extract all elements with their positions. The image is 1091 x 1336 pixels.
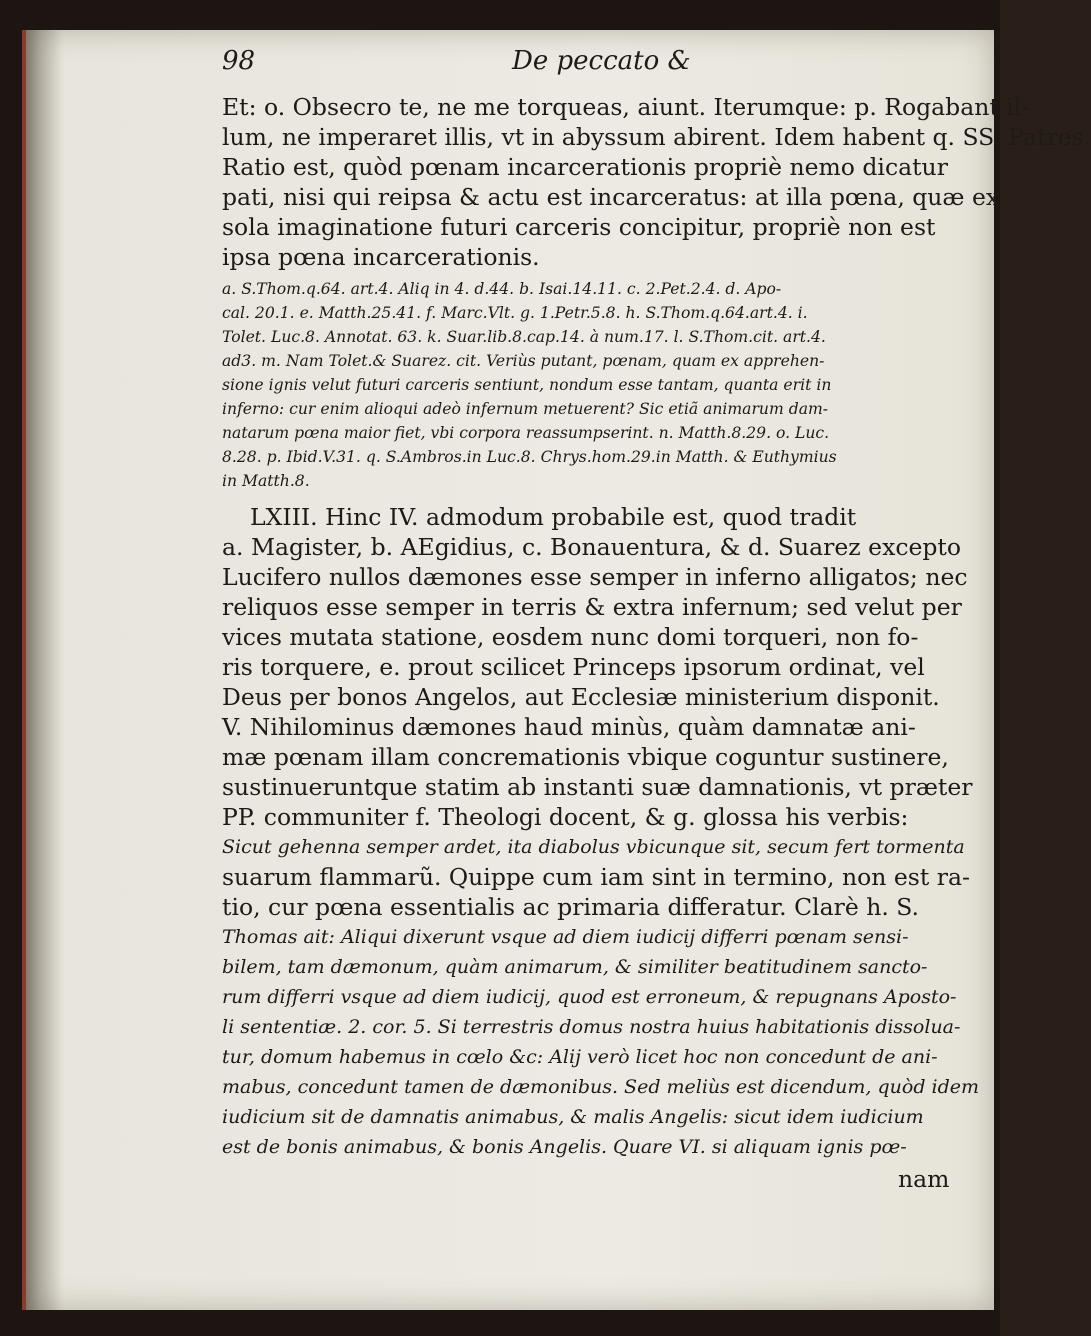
footnote-line: sione ignis velut futuri carceris sentiunt, nondum esse tantam, quanta erit in <box>222 376 832 394</box>
body-line: mæ pœnam illam concremationis vbique coguntur sustinere, <box>222 743 949 771</box>
body-line: Ratio est, quòd pœnam incarcerationis propriè nemo dicatur <box>222 153 948 181</box>
footnote-line: inferno: cur enim alioqui adeò infernum metuerent? Sic etiã animarum dam- <box>222 400 829 418</box>
quote-line: rum differri vsque ad diem iudicij, quod est erroneum, & repugnans Aposto- <box>222 986 957 1008</box>
quote-line: bilem, tam dæmonum, quàm animarum, & similiter beatitudinem sancto- <box>222 956 928 978</box>
text-block <box>222 93 1091 1276</box>
section-heading-line: LXIII. Hinc IV. admodum probabile est, quod tradit <box>250 503 857 531</box>
quote-line: iudicium sit de damnatis animabus, & malis Angelis: sicut idem iudicium <box>222 1106 924 1128</box>
body-line: a. Magister, b. AEgidius, c. Bonauentura, & d. Suarez excepto <box>222 533 962 561</box>
body-line: sola imaginatione futuri carceris concipitur, propriè non est <box>222 213 936 241</box>
body-line: Lucifero nullos dæmones esse semper in inferno alligatos; nec <box>222 563 968 591</box>
body-line: reliquos esse semper in terris & extra infernum; sed velut per <box>222 593 962 621</box>
page-number: 98 <box>222 46 256 76</box>
body-line: Et: o. Obsecro te, ne me torqueas, aiunt. Iterumque: p. Rogabant il- <box>222 93 1030 121</box>
running-head: De peccato & <box>512 46 691 76</box>
footnote-line: 8.28. p. Ibid.V.31. q. S.Ambros.in Luc.8. Chrys.hom.29.in Matth. & Euthymius <box>222 448 837 466</box>
gutter-shadow <box>26 30 62 1310</box>
footnote-line: a. S.Thom.q.64. art.4. Aliq in 4. d.44. b. Isai.14.11. c. 2.Pet.2.4. d. Apo- <box>222 280 782 298</box>
footnote-line: in Matth.8. <box>222 472 310 490</box>
footnote-line: natarum pœna maior fiet, vbi corpora reassumpserint. n. Matth.8.29. o. Luc. <box>222 424 830 442</box>
body-line: vices mutata statione, eosdem nunc domi torqueri, non fo- <box>222 623 919 651</box>
quote-line: tur, domum habemus in cœlo &c: Alij verò licet hoc non concedunt de ani- <box>222 1046 938 1068</box>
footnote-line: Tolet. Luc.8. Annotat. 63. k. Suar.lib.8.cap.14. à num.17. l. S.Thom.cit. art.4. <box>222 328 826 346</box>
catchword: nam <box>898 1165 950 1193</box>
footnote-line: ad3. m. Nam Tolet.& Suarez. cit. Veriùs putant, pœnam, quam ex apprehen- <box>222 352 825 370</box>
quote-line: Sicut gehenna semper ardet, ita diabolus vbicunque sit, secum fert tormenta <box>222 836 965 858</box>
body-line: tio, cur pœna essentialis ac primaria differatur. Clarè h. S. <box>222 893 920 921</box>
footnote-line: cal. 20.1. e. Matth.25.41. f. Marc.Vlt. g. 1.Petr.5.8. h. S.Thom.q.64.art.4. i. <box>222 304 808 322</box>
quote-line: est de bonis animabus, & bonis Angelis. Quare VI. si aliquam ignis pœ- <box>222 1136 907 1158</box>
body-line: sustinueruntque statim ab instanti suæ damnationis, vt præter <box>222 773 973 801</box>
body-line: lum, ne imperaret illis, vt in abyssum abirent. Idem habent q. SS. Patres. <box>222 123 1091 151</box>
quote-line: Thomas ait: Aliqui dixerunt vsque ad diem iudicij differri pœnam sensi- <box>222 926 909 948</box>
body-line: ris torquere, e. prout scilicet Princeps ipsorum ordinat, vel <box>222 653 925 681</box>
book-page <box>22 30 1091 1310</box>
quote-line: li sententiæ. 2. cor. 5. Si terrestris domus nostra huius habitationis dissolua- <box>222 1016 961 1038</box>
body-line: ipsa pœna incarcerationis. <box>222 243 540 271</box>
quote-line: mabus, concedunt tamen de dæmonibus. Sed meliùs est dicendum, quòd idem <box>222 1076 980 1098</box>
body-line: PP. communiter f. Theologi docent, & g. glossa his verbis: <box>222 803 909 831</box>
body-line: Deus per bonos Angelos, aut Ecclesiæ ministerium disponit. <box>222 683 940 711</box>
body-line: suarum flammarũ. Quippe cum iam sint in termino, non est ra- <box>222 863 970 891</box>
body-line: V. Nihilominus dæmones haud minùs, quàm damnatæ ani- <box>222 713 916 741</box>
body-line: pati, nisi qui reipsa & actu est incarceratus: at illa pœna, quæ ex <box>222 183 1000 211</box>
